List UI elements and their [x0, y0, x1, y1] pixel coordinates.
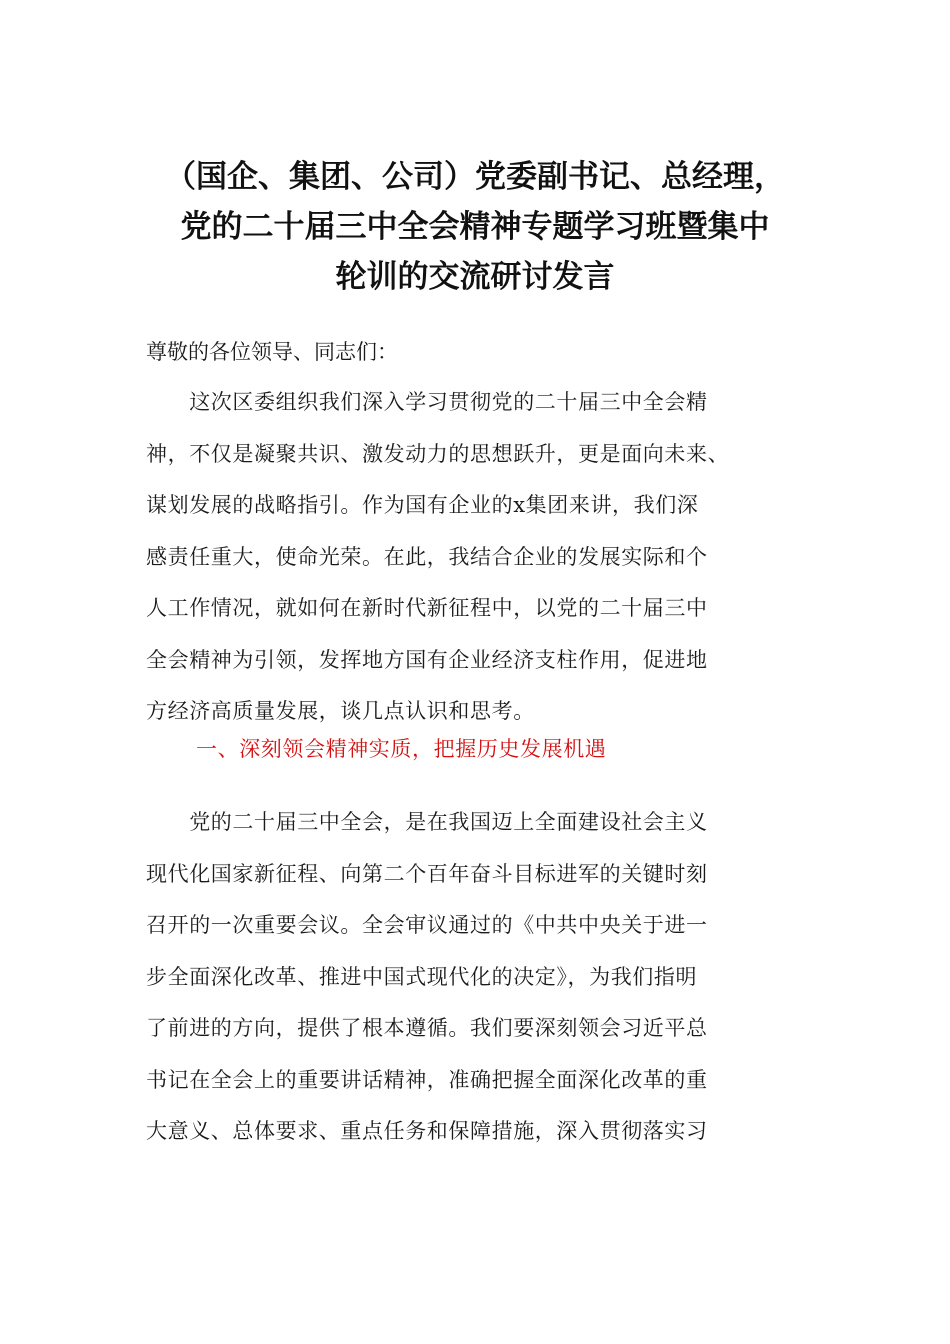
title-line: 党的二十届三中全会精神专题学习班暨集中 [180, 209, 770, 245]
paragraph-intro [146, 377, 806, 738]
document-title [120, 152, 830, 302]
paragraph-line: 这次区委组织我们深入学习贯彻党的二十届三中全会精 [146, 390, 708, 414]
paragraph-line: 了前进的方向，提供了根本遵循。我们要深刻领会习近平总 [146, 1016, 708, 1040]
paragraph-line: 召开的一次重要会议。全会审议通过的《中共中央关于进一 [146, 913, 708, 937]
paragraph-line: 书记在全会上的重要讲话精神，准确把握全面深化改革的重 [146, 1067, 708, 1092]
paragraph-line: 现代化国家新征程、向第二个百年奋斗目标进军的关键时刻 [146, 861, 708, 886]
paragraph-line: 方经济高质量发展，谈几点认识和思考。 [146, 699, 535, 723]
paragraph-line: 步全面深化改革、推进中国式现代化的决定》，为我们指明 [146, 964, 698, 989]
section-heading: 一、深刻领会精神实质，把握历史发展机遇 [196, 737, 607, 761]
paragraph-line: 大意义、总体要求、重点任务和保障措施，深入贯彻落实习 [146, 1119, 708, 1143]
paragraph-line: 全会精神为引领，发挥地方国有企业经济支柱作用，促进地 [146, 647, 708, 672]
title-line: （国企、集团、公司）党委副书记、总经理， [165, 159, 785, 195]
paragraph-line: 谋划发展的战略指引。作为国有企业的x集团来讲，我们深 [146, 493, 699, 517]
paragraph-line: 神，不仅是凝聚共识、激发动力的思想跃升，更是面向未来、 [146, 441, 730, 466]
paragraph-line: 人工作情况，就如何在新时代新征程中，以党的二十届三中 [146, 596, 708, 620]
paragraph-line: 党的二十届三中全会，是在我国迈上全面建设社会主义 [146, 810, 708, 834]
paragraph-line: 感责任重大，使命光荣。在此，我结合企业的发展实际和个 [146, 544, 708, 569]
title-line: 轮训的交流研讨发言 [335, 259, 615, 295]
paragraph-section1 [146, 797, 806, 1158]
salutation: 尊敬的各位领导、同志们： [146, 340, 398, 364]
